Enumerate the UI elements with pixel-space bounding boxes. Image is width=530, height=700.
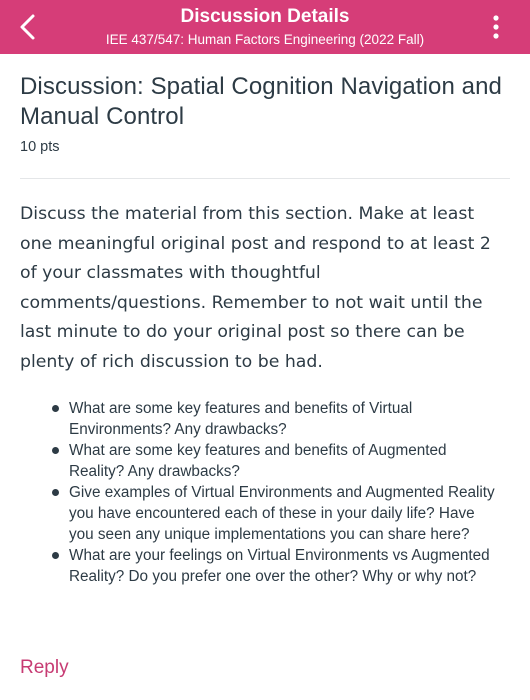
points-label: 10 pts <box>20 139 60 155</box>
page-title: Discussion Details <box>180 6 350 27</box>
question-list <box>46 398 502 587</box>
list-item: Give examples of Virtual Environments and Augmented Reality you have encountered each of these in your daily life? Have you seen any unique implementations you can share here? <box>46 482 502 545</box>
list-item: What are your feelings on Virtual Environments vs Augmented Reality? Do you prefer one over the other? Why or why not? <box>46 545 502 587</box>
reply-button[interactable]: Reply <box>20 657 69 678</box>
discussion-header <box>20 72 510 155</box>
overflow-menu-button[interactable] <box>484 10 508 44</box>
list-item: What are some key features and benefits of Virtual Environments? Any drawbacks? <box>46 398 502 440</box>
discussion-body: Discuss the material from this section. Make at least one meaningful original post and respond to at least 2 of your classmates with thoughtful comments/questions. Remember to not wait until the last minute to do your original post so there can be plenty of rich discussion to be had. <box>20 204 491 372</box>
divider <box>20 178 510 179</box>
course-name: IEE 437/547: Human Factors Engineering (2022 Fall) <box>105 32 425 47</box>
vertical-ellipsis-icon <box>492 14 500 40</box>
discussion-title: Discussion: Spatial Cognition Navigation and Manual Control <box>20 73 503 130</box>
list-item: What are some key features and benefits of Augmented Reality? Any drawbacks? <box>46 440 502 482</box>
top-app-bar <box>0 0 530 54</box>
